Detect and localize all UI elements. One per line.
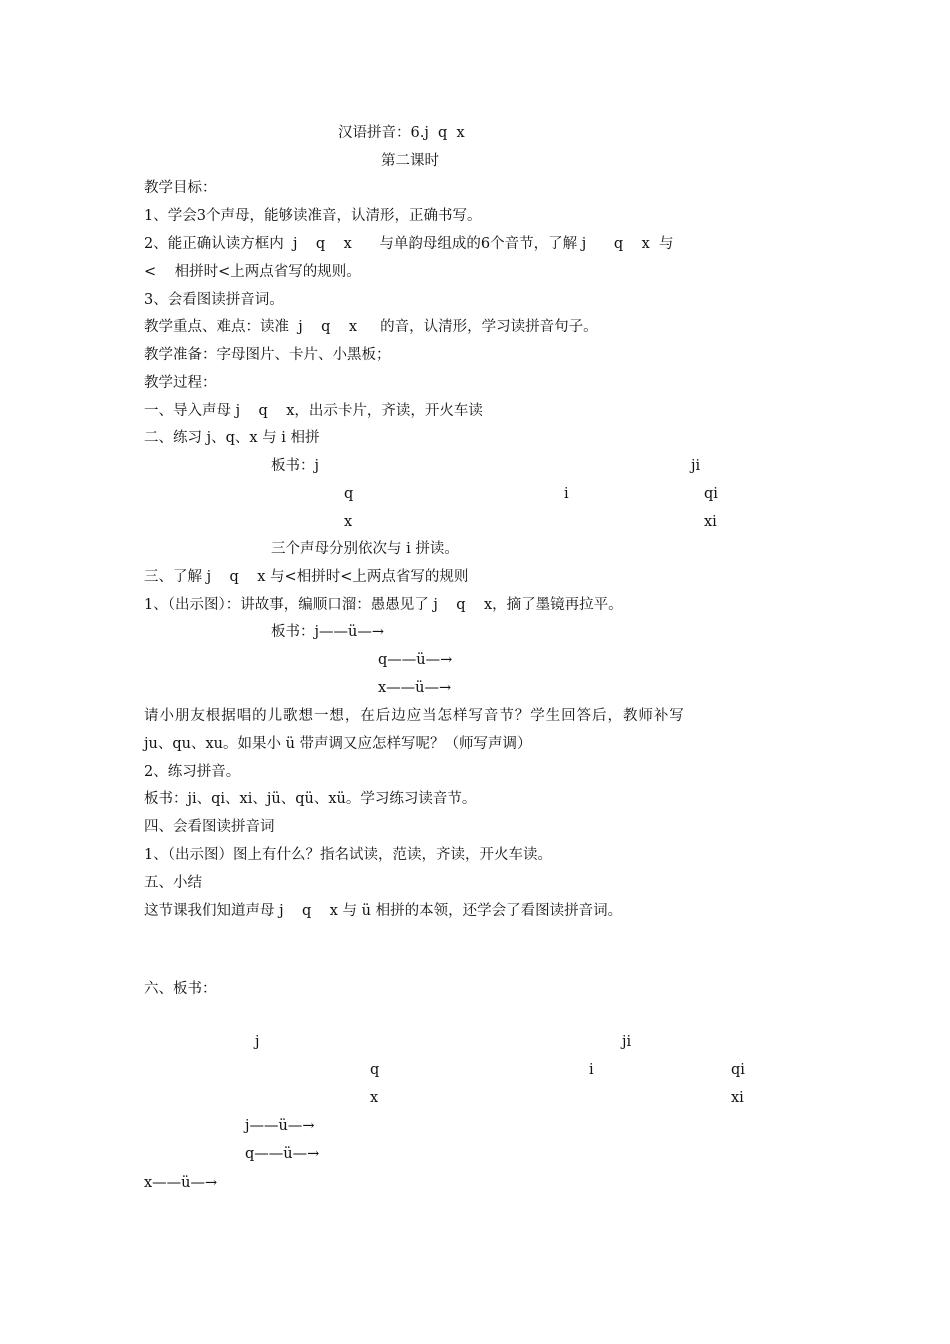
board-final: i bbox=[589, 1062, 594, 1078]
paragraph-line: < 相拼时<上两点省写的规则。 bbox=[144, 264, 361, 280]
paragraph-line: 1、（出示图）：讲故事，编顺口溜：愚愚见了 j q x，摘了墨镜再拉平。 bbox=[144, 597, 623, 613]
paragraph-line: 1、（出示图）图上有什么？指名试读，范读，齐读，开火车读。 bbox=[144, 847, 552, 863]
paragraph-line: 二、练习 j、q、x 与 i 相拼 bbox=[144, 430, 320, 446]
paragraph-line: 这节课我们知道声母 j q x 与 ü 相拼的本领，还学会了看图读拼音词。 bbox=[144, 903, 623, 919]
board-label: 板书：j——ü—→ bbox=[271, 624, 384, 640]
document-title: 汉语拼音：6.j q x bbox=[338, 125, 465, 141]
section-heading: 五、小结 bbox=[144, 875, 202, 891]
document-subtitle: 第二课时 bbox=[381, 153, 439, 169]
board-initial: q bbox=[344, 486, 354, 502]
paragraph-line: 板书：ji、qi、xi、jü、qü、xü。学习练习读音节。 bbox=[144, 791, 477, 807]
board-syllable: ji bbox=[691, 458, 701, 474]
section-heading: 四、会看图读拼音词 bbox=[144, 819, 275, 835]
paragraph-line: 教学重点、难点：读准 j q x 的音，认清形，学习读拼音句子。 bbox=[144, 319, 598, 335]
board-arrow-line: q——ü—→ bbox=[245, 1146, 320, 1162]
paragraph-line: 三个声母分别依次与 i 拼读。 bbox=[271, 541, 459, 557]
board-final: i bbox=[564, 486, 569, 502]
paragraph-line: 教学准备：字母图片、卡片、小黑板； bbox=[144, 347, 391, 363]
board-syllable: xi bbox=[704, 514, 717, 530]
board-initial: x bbox=[344, 514, 353, 530]
board-initial: q bbox=[370, 1062, 380, 1078]
board-syllable: qi bbox=[704, 486, 718, 502]
paragraph-line: ju、qu、xu。如果小 ü 带声调又应怎样写呢？（师写声调） bbox=[144, 736, 532, 752]
paragraph-line: 一、导入声母 j q x，出示卡片，齐读，开火车读 bbox=[144, 403, 483, 419]
board-arrow-line: q——ü—→ bbox=[378, 652, 453, 668]
section-heading: 六、板书： bbox=[144, 981, 217, 997]
board-arrow-line: j——ü—→ bbox=[245, 1118, 315, 1134]
paragraph-line: 2、能正确认读方框内 j q x 与单韵母组成的6个音节，了解 j q x 与 bbox=[144, 236, 674, 252]
board-label: 板书：j bbox=[271, 458, 319, 474]
board-syllable: qi bbox=[731, 1062, 745, 1078]
board-arrow-line: x——ü—→ bbox=[144, 1175, 218, 1191]
paragraph-line: 2、练习拼音。 bbox=[144, 764, 241, 780]
section-heading: 教学过程： bbox=[144, 375, 217, 391]
paragraph-line: 三、了解 j q x 与<相拼时<上两点省写的规则 bbox=[144, 569, 469, 585]
board-initial: j bbox=[255, 1034, 260, 1050]
board-arrow-line: x——ü—→ bbox=[378, 680, 452, 696]
paragraph-line: 3、会看图读拼音词。 bbox=[144, 292, 284, 308]
board-initial: x bbox=[370, 1090, 379, 1106]
section-heading: 教学目标： bbox=[144, 180, 217, 196]
paragraph-line: 请小朋友根据唱的儿歌想一想，在后边应当怎样写音节？学生回答后，教师补写 bbox=[144, 708, 685, 724]
paragraph-line: 1、学会3个声母，能够读准音，认清形，正确书写。 bbox=[144, 208, 482, 224]
board-syllable: ji bbox=[622, 1034, 632, 1050]
board-syllable: xi bbox=[731, 1090, 744, 1106]
